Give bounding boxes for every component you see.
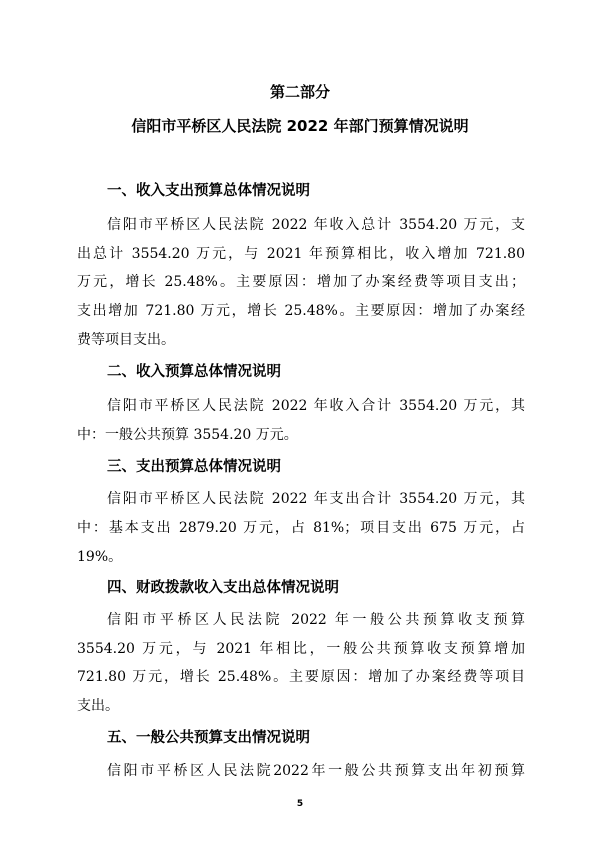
paragraph-line: 信阳市平桥区人民法院 2022 年一般公共预算收支预算 <box>107 612 525 628</box>
paragraph-line: 3554.20 万元，与 2021 年相比，一般公共预算收支预算增加 <box>77 641 525 657</box>
section-heading-5: 五、一般公共预算支出情况说明 <box>107 730 310 746</box>
section-heading-4: 四、财政拨款收入支出总体情况说明 <box>107 580 339 596</box>
paragraph-line: 费等项目支出。 <box>77 332 175 348</box>
paragraph-line: 721.80 万元，增长 25.48%。主要原因：增加了办案经费等项目 <box>77 669 525 685</box>
section-heading-3: 三、支出预算总体情况说明 <box>107 459 281 475</box>
section-heading-2: 二、收入预算总体情况说明 <box>107 364 281 380</box>
paragraph-line: 中：一般公共预算 3554.20 万元。 <box>77 427 298 443</box>
part-title: 第二部分 <box>269 83 330 101</box>
page-number: 5 <box>296 799 304 809</box>
paragraph-line: 万元，增长 25.48%。主要原因：增加了办案经费等项目支出； <box>77 274 525 290</box>
paragraph-line: 信阳市平桥区人民法院2022年一般公共预算支出年初预算 <box>107 763 525 779</box>
paragraph-line: 中：基本支出 2879.20 万元，占 81%；项目支出 675 万元，占 <box>77 520 525 536</box>
paragraph-line: 信阳市平桥区人民法院 2022 年支出合计 3554.20 万元，其 <box>107 491 525 507</box>
paragraph-line: 信阳市平桥区人民法院 2022 年收入总计 3554.20 万元，支 <box>107 217 525 233</box>
paragraph-line: 支出。 <box>77 698 119 714</box>
paragraph-line: 信阳市平桥区人民法院 2022 年收入合计 3554.20 万元，其 <box>107 398 525 414</box>
section-heading-1: 一、收入支出预算总体情况说明 <box>107 183 310 199</box>
paragraph-line: 19%。 <box>77 549 123 565</box>
paragraph-line: 支出增加 721.80 万元，增长 25.48%。主要原因：增加了办案经 <box>77 303 525 319</box>
paragraph-line: 出总计 3554.20 万元，与 2021 年预算相比，收入增加 721.80 <box>77 246 525 262</box>
document-title: 信阳市平桥区人民法院 2022 年部门预算情况说明 <box>131 117 469 135</box>
